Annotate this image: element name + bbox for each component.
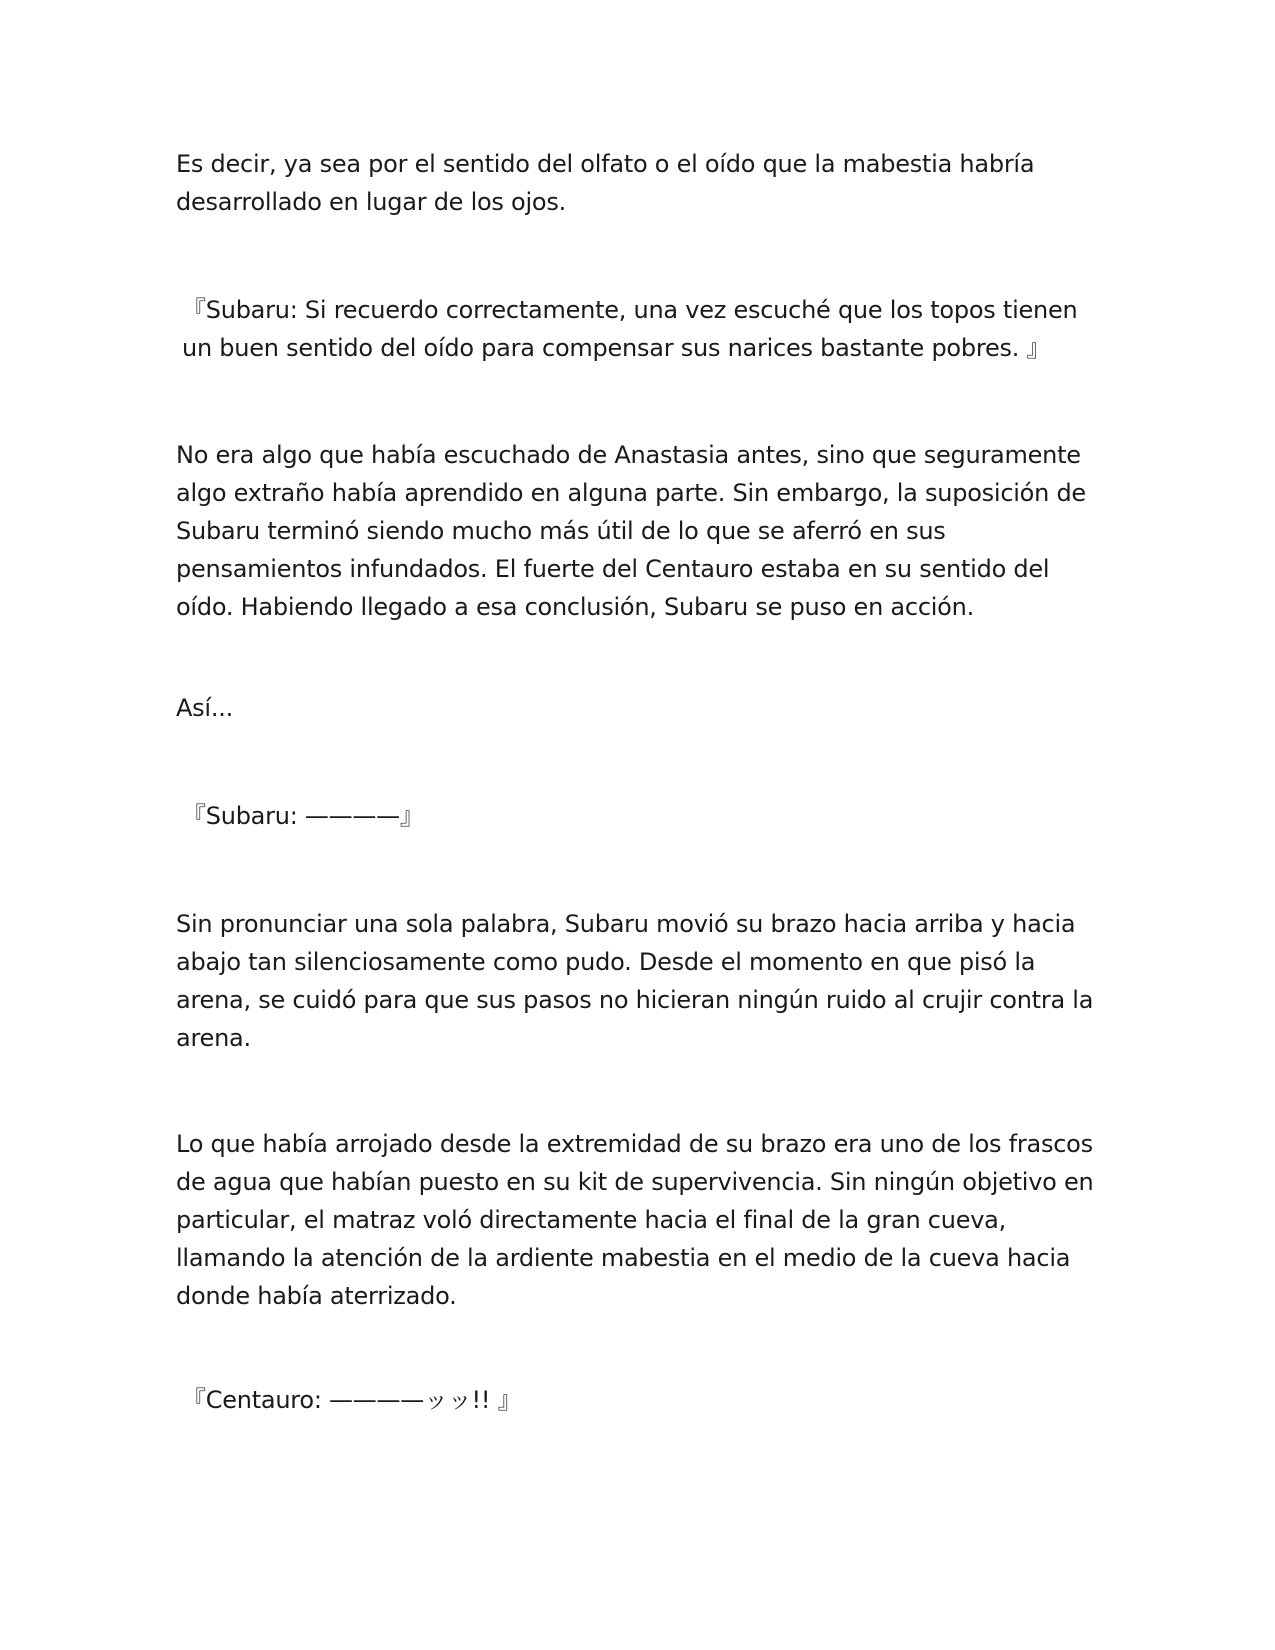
paragraph-5: Lo que había arrojado desde la extremidad de su brazo era uno de los frascos de agua que habían puesto en su kit de supervivencia. Sin ningún objetivo en particular, el matraz voló directamente hacia el final de la gran cueva, llamando la atención de la ardiente mabestia en el medio de la cueva hacia donde había aterrizado.: [176, 1130, 1094, 1310]
dialogue-subaru-1: 『Subaru: Si recuerdo correctamente, una vez escuché que los topos tienen un buen sentido del oído para compensar sus narices bastante pobres. 』: [182, 296, 1078, 362]
paragraph-1: Es decir, ya sea por el sentido del olfato o el oído que la mabestia habría desarrollado en lugar de los ojos.: [176, 150, 1035, 216]
paragraph-3: Así...: [176, 694, 233, 722]
paragraph-2: No era algo que había escuchado de Anastasia antes, sino que seguramente algo extraño había aprendido en alguna parte. Sin embargo, la suposición de Subaru terminó siendo mucho más útil de lo que se aferró en sus pensamientos infundados. El fuerte del Centauro estaba en su sentido del oído. Habiendo llegado a esa conclusión, Subaru se puso en acción.: [176, 441, 1086, 621]
dialogue-subaru-2: 『Subaru: ————』: [182, 802, 424, 830]
paragraph-4: Sin pronunciar una sola palabra, Subaru movió su brazo hacia arriba y hacia abajo tan silenciosamente como pudo. Desde el momento en que pisó la arena, se cuidó para que sus pasos no hicieran ningún ruido al crujir contra la arena.: [176, 910, 1094, 1052]
dialogue-centauro: 『Centauro: ————ッッ!! 』: [182, 1386, 522, 1414]
